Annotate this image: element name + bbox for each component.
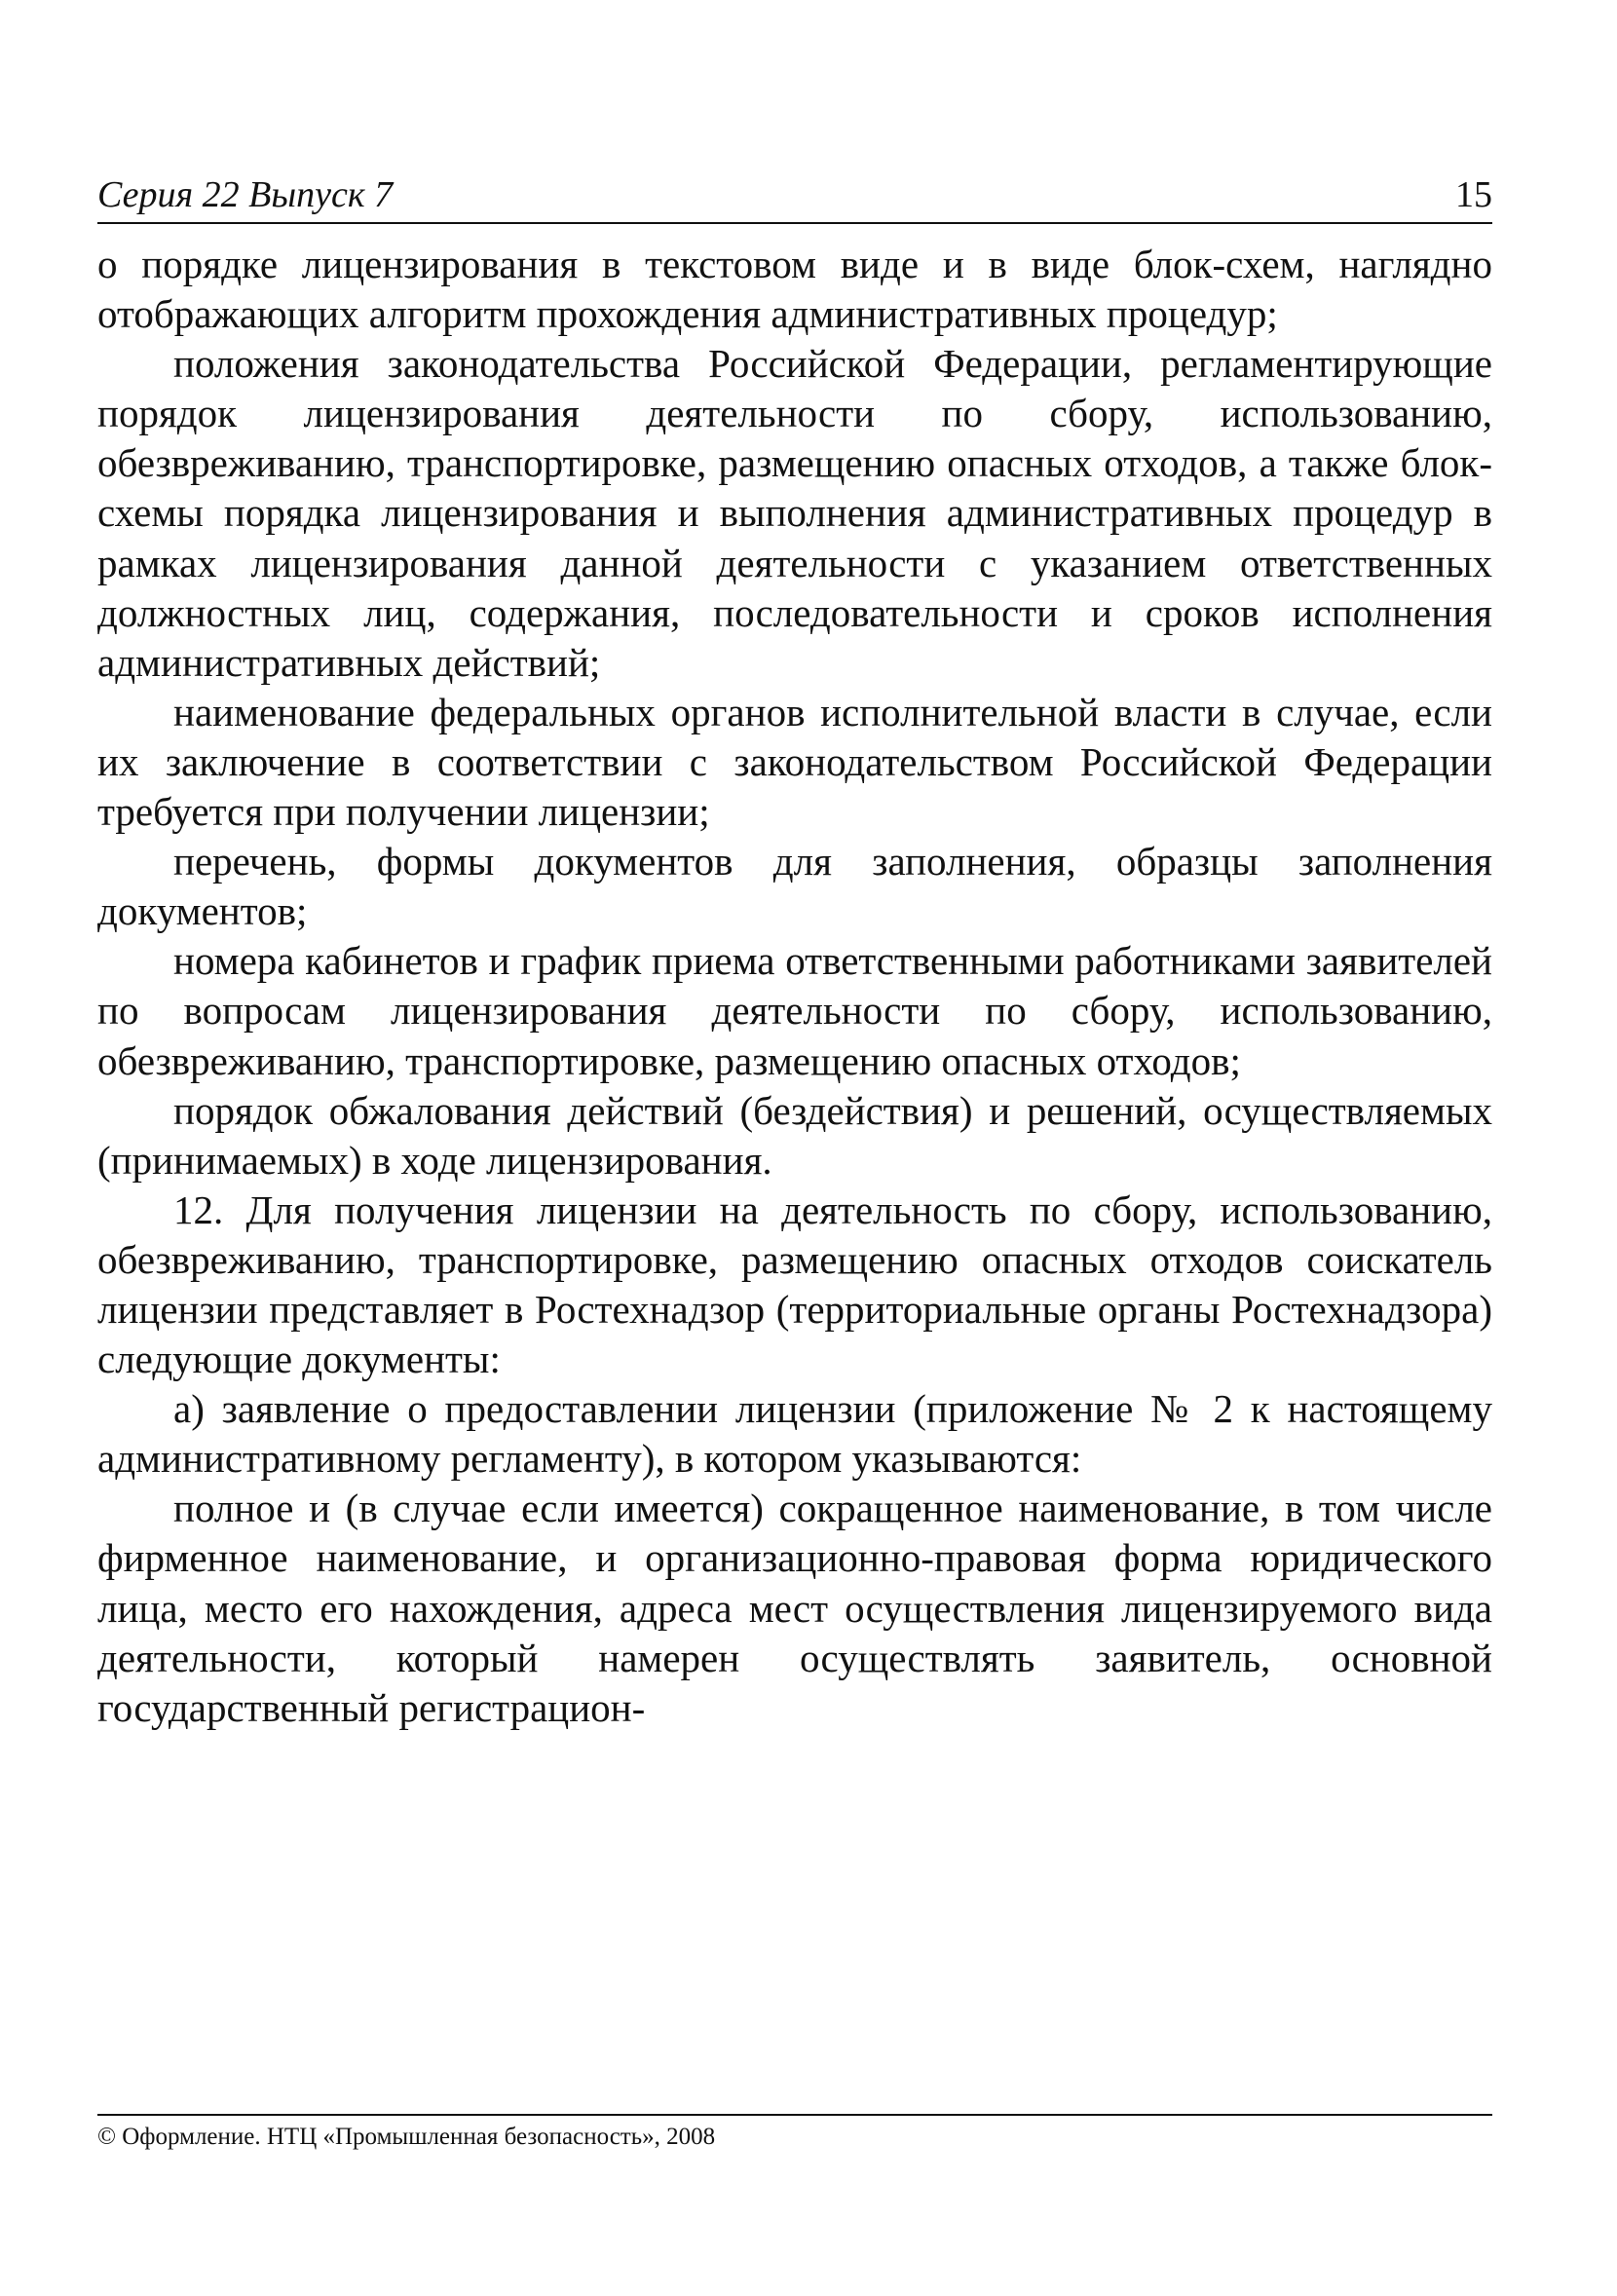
paragraph: перечень, формы документов для заполнения, образцы заполнения документов; [97, 839, 1492, 934]
running-header [97, 166, 1492, 224]
paragraph: полное и (в случае если имеется) сокращенное наименование, в том числе фирменное наименование, и организационно-правовая форма юридического лица, место его нахождения, адреса мест осуществления лицензируемого вида деятельности, который намерен осуществлять заявитель, основной государственный регистрацион- [97, 1486, 1492, 1730]
paragraph: наименование федеральных органов исполнительной власти в случае, если их заключение в соответствии с законодательством Российской Федерации требуется при получении лицензии; [97, 689, 1492, 835]
body-text [97, 240, 1492, 1733]
page-number: 15 [1455, 174, 1492, 215]
paragraph: положения законодательства Российской Федерации, регламентирующие порядок лицензирования деятельности по сбору, использованию, обезвреживанию, транспортировке, размещению опасных отходов, а также блок-схемы порядка лицензирования и выполнения административных процедур в рамках лицензирования данной деятельности с указанием ответственных должностных лиц, содержания, последовательности и сроков исполнения административных действий; [97, 341, 1492, 685]
paragraph-item-12: 12. Для получения лицензии на деятельность по сбору, использованию, обезвреживанию, транспортировке, размещению опасных отходов соискатель лицензии представляет в Ростехнадзор (территориальные органы Ростехнадзора) следующие документы: [97, 1186, 1492, 1382]
series-title: Серия 22 Выпуск 7 [97, 174, 394, 215]
paragraph: номера кабинетов и график приема ответственными работниками заявителей по вопросам лицензирования деятельности по сбору, использованию, обезвреживанию, транспортировке, размещению опасных отходов; [97, 938, 1492, 1083]
paragraph: о порядке лицензирования в текстовом виде и в виде блок-схем, наглядно отображающих алгоритм прохождения административных процедур; [97, 242, 1492, 337]
copyright-footer: © Оформление. НТЦ «Промышленная безопасность», 2008 [97, 2114, 1492, 2153]
paragraph-item-a: а) заявление о предоставлении лицензии (приложение № 2 к настоящему административному регламенту), в котором указываются: [97, 1386, 1492, 1482]
paragraph: порядок обжалования действий (бездействия) и решений, осуществляемых (принимаемых) в ходе лицензирования. [97, 1087, 1492, 1183]
document-page [97, 166, 1492, 1733]
